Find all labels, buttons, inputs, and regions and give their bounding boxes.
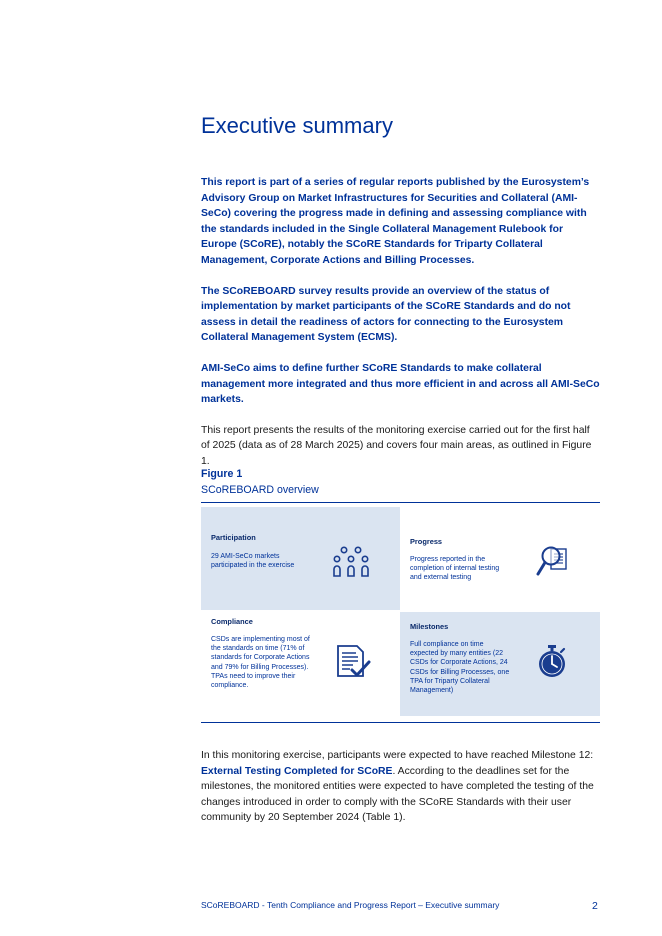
footer-text: SCoREBOARD - Tenth Compliance and Progress Report – Executive summary bbox=[201, 900, 500, 910]
milestones-title: Milestones bbox=[410, 622, 449, 631]
page-title: Executive summary bbox=[201, 113, 393, 138]
compliance-text: CSDs are implementing most of the standards on time (71% of standards for Corporate Actions and 79% for Billing Processes). TPAs need to improve their compliance. bbox=[211, 636, 310, 690]
figure-caption: SCoREBOARD overview bbox=[201, 484, 319, 496]
people-group-icon bbox=[333, 545, 369, 577]
progress-cell bbox=[400, 507, 600, 610]
page-number: 2 bbox=[592, 900, 598, 912]
participation-text: 29 AMI-SeCo markets participated in the exercise bbox=[211, 553, 295, 570]
milestone-paragraph bbox=[201, 748, 601, 826]
checked-document-icon bbox=[335, 644, 371, 680]
compliance-cell bbox=[201, 610, 400, 721]
milestones-cell bbox=[400, 612, 600, 716]
magnifier-document-icon bbox=[536, 543, 570, 579]
stopwatch-icon bbox=[536, 644, 568, 680]
overview-paragraph: This report presents the results of the monitoring exercise carried out for the first half of 2025 (data as of 28 March 2025) and covers four main areas, as outlined in Figure 1. bbox=[201, 424, 592, 467]
compliance-title: Compliance bbox=[211, 617, 253, 626]
milestone-paragraph-end: . According to the deadlines set for the milestones, the monitored entities were expected to have completed the testing of the changes introduced in order to comply with the SCoRE Standards with their user community by 20 September 2024 (Table 1). bbox=[201, 765, 594, 824]
figure-label: Figure 1 bbox=[201, 468, 243, 480]
participation-title: Participation bbox=[211, 533, 256, 542]
progress-title: Progress bbox=[410, 537, 443, 546]
progress-text: Progress reported in the completion of internal testing and external testing bbox=[410, 556, 500, 582]
milestones-text: Full compliance on time expected by many entities (22 CSDs for Corporate Actions, 24 CSDs for Billing Processes, one TPA for Triparty Collateral Management) bbox=[410, 641, 510, 695]
body-text bbox=[201, 175, 601, 470]
intro-paragraph-3: AMI-SeCo aims to define further SCoRE Standards to make collateral management more integrated and thus more efficient in and across all AMI-SeCo markets. bbox=[201, 362, 600, 406]
participation-cell bbox=[201, 507, 400, 610]
scoreboard-overview-figure bbox=[201, 502, 600, 723]
intro-paragraph-1: This report is part of a series of regular reports published by the Eurosystem’s Advisory Group on Market Infrastructures for Securities and Collateral (AMI-SeCo) covering the progress made in defining and assessing compliance with the standards included in the Single Collateral Management Rulebook for Europe (SCoRE), notably the SCoRE Standards for Triparty Collateral Management, Corporate Actions and Billing Processes. bbox=[201, 177, 590, 266]
intro-paragraph-2: The SCoREBOARD survey results provide an overview of the status of implementation by market participants of the SCoRE Standards and do not assess in detail the readiness of actors for connecting to the Eurosystem Collateral Management System (ECMS). bbox=[201, 285, 571, 344]
milestone-12-highlight: External Testing Completed for SCoRE bbox=[201, 765, 393, 777]
milestone-paragraph-start: In this monitoring exercise, participants were expected to have reached Milestone 12: bbox=[201, 750, 594, 761]
